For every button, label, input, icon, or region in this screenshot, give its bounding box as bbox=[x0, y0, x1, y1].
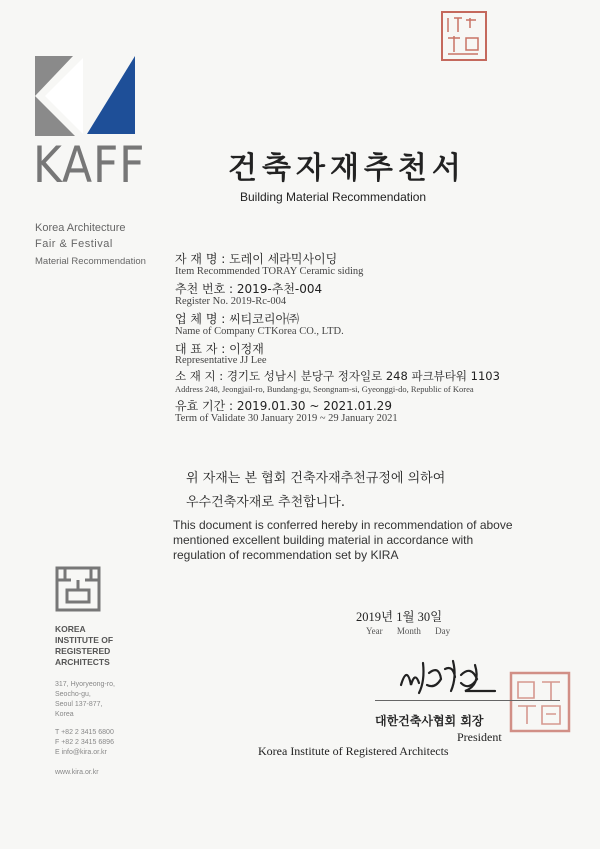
kira-tel: T +82 2 3415 6800 bbox=[55, 729, 114, 736]
validity-korean: 유효 기간 : 2019.01.30 ~ 2021.01.29 bbox=[175, 399, 392, 413]
official-seal bbox=[508, 670, 572, 738]
logo-sub-1: Korea Architecture bbox=[35, 222, 126, 234]
kira-address-4: Korea bbox=[55, 711, 74, 718]
item-korean: 자 재 명 : 도레이 세라믹사이딩 bbox=[175, 252, 338, 266]
body-korean-line-2: 우수건축자재로 추천합니다. bbox=[186, 495, 345, 510]
representative-korean: 대 표 자 : 이정재 bbox=[175, 342, 264, 356]
item-english: Item Recommended TORAY Ceramic siding bbox=[175, 266, 364, 277]
title-korean: 건축자재추천서 bbox=[228, 151, 466, 186]
kira-address-3: Seoul 137-877, bbox=[55, 701, 103, 708]
company-korean: 업 체 명 : 씨티코리아㈜ bbox=[175, 312, 300, 326]
organization-english: Korea Institute of Registered Architects bbox=[258, 744, 449, 758]
issue-date: 2019년 1월 30일 bbox=[356, 610, 443, 624]
body-korean bbox=[186, 467, 445, 515]
address-korean: 소 재 지 : 경기도 성남시 분당구 정자일로 248 파크뷰타워 1103 bbox=[175, 369, 500, 383]
register-korean: 추천 번호 : 2019-추천-004 bbox=[175, 282, 323, 296]
kira-name-1: KOREA bbox=[55, 624, 86, 634]
body-english: This document is conferred hereby in recommendation of above mentioned excellent building material in accordance with regulation of recommendation set by KIRA bbox=[173, 518, 513, 562]
date-labels bbox=[366, 626, 450, 636]
kira-name-2: INSTITUTE OF bbox=[55, 635, 114, 645]
kaff-logo-icon bbox=[35, 56, 135, 140]
signature-line bbox=[375, 700, 560, 701]
company-english: Name of Company CTKorea CO., LTD. bbox=[175, 326, 344, 337]
register-english: Register No. 2019-Rc-004 bbox=[175, 296, 287, 307]
validity-english: Term of Validate 30 January 2019 ~ 29 January 2021 bbox=[175, 413, 398, 424]
kira-address-2: Seocho-gu, bbox=[55, 691, 91, 698]
logo-sub-2: Fair & Festival bbox=[35, 238, 113, 250]
body-korean-line-1: 위 자재는 본 협회 건축자재추천규정에 의하여 bbox=[186, 471, 446, 486]
kira-web: www.kira.or.kr bbox=[55, 769, 99, 776]
address-english: Address 248, Jeongjail-ro, Bundang-gu, Seongnam-si, Gyeonggi-do, Republic of Korea bbox=[175, 384, 474, 394]
representative-english: Representative JJ Lee bbox=[175, 355, 267, 366]
signature-graphic bbox=[395, 655, 505, 704]
logo-sub-3: Material Recommendation bbox=[35, 256, 146, 267]
title-english: Building Material Recommendation bbox=[240, 190, 427, 204]
kira-logo-icon bbox=[55, 566, 101, 616]
kaff-logo-text: KAFF bbox=[33, 136, 146, 194]
month-label: Month bbox=[396, 626, 421, 636]
top-stamp bbox=[440, 10, 488, 66]
kira-name-3: REGISTERED bbox=[55, 646, 111, 656]
president-korean: 대한건축사협회 회장 bbox=[375, 714, 484, 728]
kira-fax: F +82 2 3415 6896 bbox=[55, 739, 114, 746]
day-label: Day bbox=[435, 626, 451, 636]
president-english: President bbox=[457, 730, 502, 744]
kira-address-1: 317, Hyoryeong-ro, bbox=[55, 681, 115, 688]
kira-email: E info@kira.or.kr bbox=[55, 749, 107, 756]
year-label: Year bbox=[366, 626, 383, 636]
kira-name-4: ARCHITECTS bbox=[55, 657, 110, 667]
